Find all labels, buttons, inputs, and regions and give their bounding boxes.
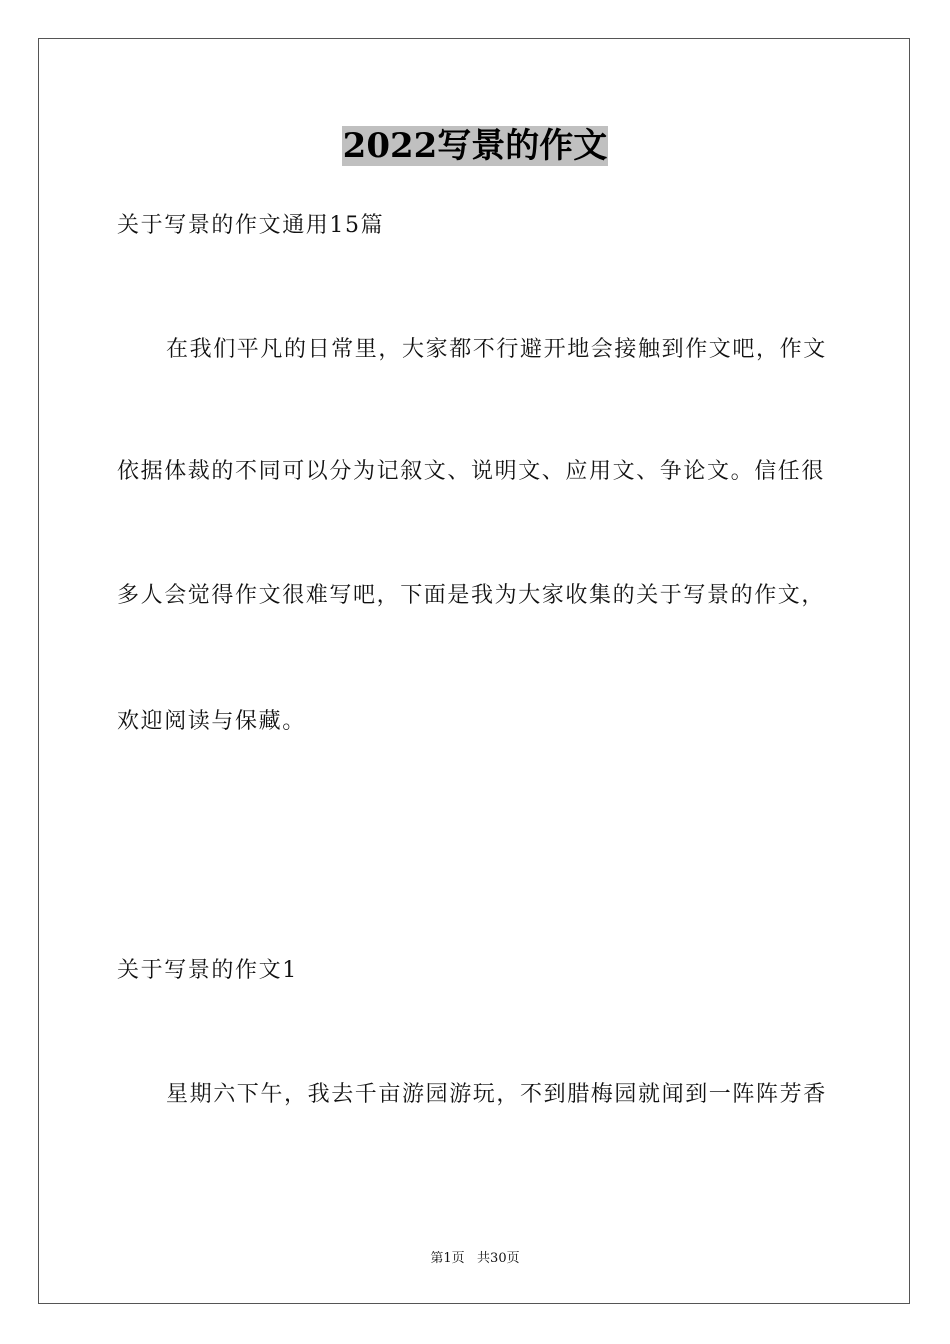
intro-line-2: 依据体裁的不同可以分为记叙文、说明文、应用文、争论文。信任很 [117, 459, 826, 484]
intro-line-4: 欢迎阅读与保藏。 [117, 709, 306, 734]
document-title-container [0, 126, 950, 166]
section-heading: 关于写景的作文1 [117, 958, 298, 983]
document-subtitle: 关于写景的作文通用15篇 [117, 213, 385, 238]
intro-line-1: 在我们平凡的日常里，大家都不行避开地会接触到作文吧，作文 [166, 337, 827, 362]
intro-line-3: 多人会觉得作文很难写吧，下面是我为大家收集的关于写景的作文， [117, 583, 826, 608]
section-line-1: 星期六下午，我去千亩游园游玩，不到腊梅园就闻到一阵阵芳香 [166, 1082, 827, 1107]
page-number-footer: 第1页 共30页 [430, 1251, 520, 1266]
document-title: 2022写景的作文 [342, 126, 608, 166]
